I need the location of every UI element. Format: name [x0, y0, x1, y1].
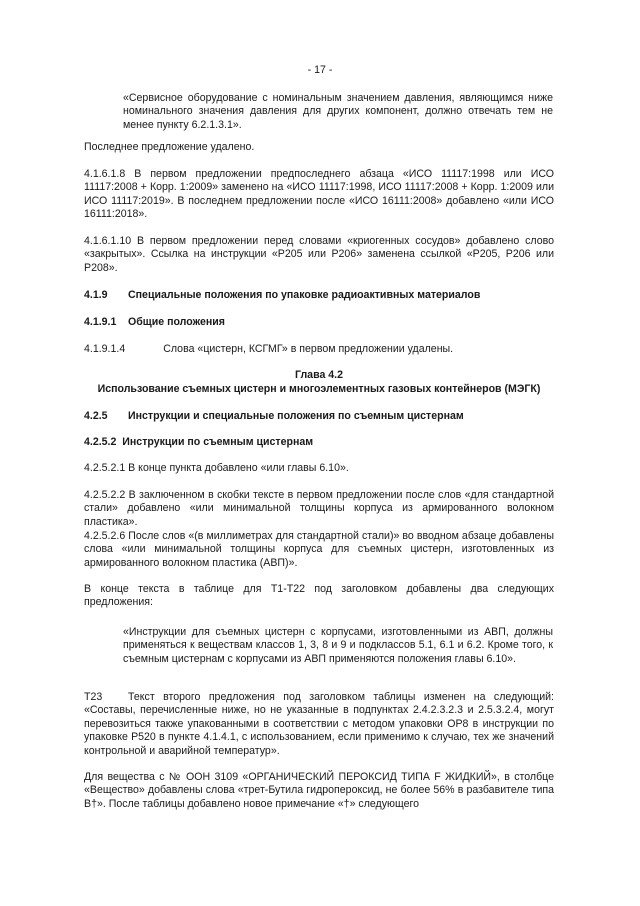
chapter-label: Глава 4.2 — [294, 369, 344, 381]
section-number: 4.1.9 — [84, 289, 108, 301]
paragraph-t23 — [84, 691, 554, 758]
paragraph-text: Текст второго предложения под заголовком таблицы изменен на следующий: «Составы, перечисленные ниже, но не указанные в подпунктах 2.4.2.3.2.3 и 2.5.3.2.4, могут перевозиться также упакованными в соответствии с методом упаковки OP8 в инструкции по упаковке P520 в пункте 4.1.4.1, с использованием, если применимо к случаю, тех же значений контрольной и аварийной температур». — [84, 691, 554, 757]
paragraph-text: Слова «цистерн, КСГМГ» в первом предложении удалены. — [163, 343, 454, 355]
paragraph-number: 4.1.9.1.4 — [84, 343, 126, 355]
paragraph-4-2-5-2-2: 4.2.5.2.2 В заключенном в скобки тексте в первом предложении после слов «для стандартной стали» добавлено «или минимальной толщины корпуса из армированного волокном пластика». — [84, 489, 554, 528]
paragraph-table-t1-t22: В конце текста в таблице для T1-T22 под заголовком добавлены два следующих предложения: — [84, 583, 554, 609]
paragraph-4-2-5-2-6: 4.2.5.2.6 После слов «(в миллиметрах для стандартной стали)» во вводном абзаце добавлены слова «или минимальной толщины корпуса для съемных цистерн, изготовленных из армированного волокном пластика (АВП)». — [84, 530, 554, 569]
section-title: Специальные положения по упаковке радиоактивных материалов — [128, 289, 481, 301]
paragraph-4-1-6-1-10: 4.1.6.1.10 В первом предложении перед словами «криогенных сосудов» добавлено слово «закрытых». Ссылка на инструкции «P205 или P206» заменена ссылкой «P205, P206 или P208». — [84, 235, 554, 274]
section-heading-4-2-5 — [84, 410, 554, 423]
paragraph-4-2-5-2-1: 4.2.5.2.1 В конце пункта добавлено «или главы 6.10». — [84, 462, 349, 474]
section-title: Инструкции по съемным цистернам — [122, 436, 314, 448]
section-heading-4-1-9 — [84, 289, 554, 302]
quoted-paragraph-avp: «Инструкции для съемных цистерн с корпусами, изготовленными из АВП, должны применяться к веществам классов 1, 3, 8 и 9 и подклассов 5.1, 6.1 и 6.2. Кроме того, к съемным цистернам с корпусами из АВП применяются положения главы 6.10». — [123, 626, 553, 665]
paragraph-un-3109: Для вещества с № ООН 3109 «ОРГАНИЧЕСКИЙ ПЕРОКСИД ТИПА F ЖИДКИЙ», в столбце «Вещество» добавлены слова «трет-Бутила гидропероксид, не более 56% в разбавителе типа B†». После таблицы добавлено новое примечание «†» следующего — [84, 771, 554, 810]
page-number: - 17 - — [307, 64, 333, 76]
table-code: T23 — [84, 691, 103, 703]
chapter-title: Использование съемных цистерн и многоэлементных газовых контейнеров (МЭГК) — [97, 383, 541, 395]
section-number: 4.1.9.1 — [84, 316, 117, 328]
section-title: Инструкции и специальные положения по съемным цистернам — [128, 410, 464, 422]
paragraph-last-sentence-deleted: Последнее предложение удалено. — [84, 141, 255, 153]
paragraph-4-1-6-1-8: 4.1.6.1.8 В первом предложении предпоследнего абзаца «ИСО 11117:1998 или ИСО 11117:2008 + Корр. 1:2009» заменено на «ИСО 11117:1998, ИСО 11117:2008 + Корр. 1:2009 или ИСО 11117:2019». В последнем предложении после «ИСО 16111:2008» добавлено «или ИСО 16111:2018». — [84, 168, 554, 221]
paragraph-4-1-9-1-4 — [84, 343, 554, 356]
section-number: 4.2.5 — [84, 410, 108, 422]
section-heading-4-2-5-2 — [84, 436, 554, 449]
section-heading-4-1-9-1 — [84, 316, 554, 329]
section-title: Общие положения — [128, 316, 225, 328]
quoted-paragraph: «Сервисное оборудование с номинальным значением давления, являющимся ниже номинального значения давления для других компонент, должно отвечать тем не менее пункту 6.2.1.3.1». — [123, 92, 553, 131]
section-number: 4.2.5.2 — [84, 436, 117, 448]
